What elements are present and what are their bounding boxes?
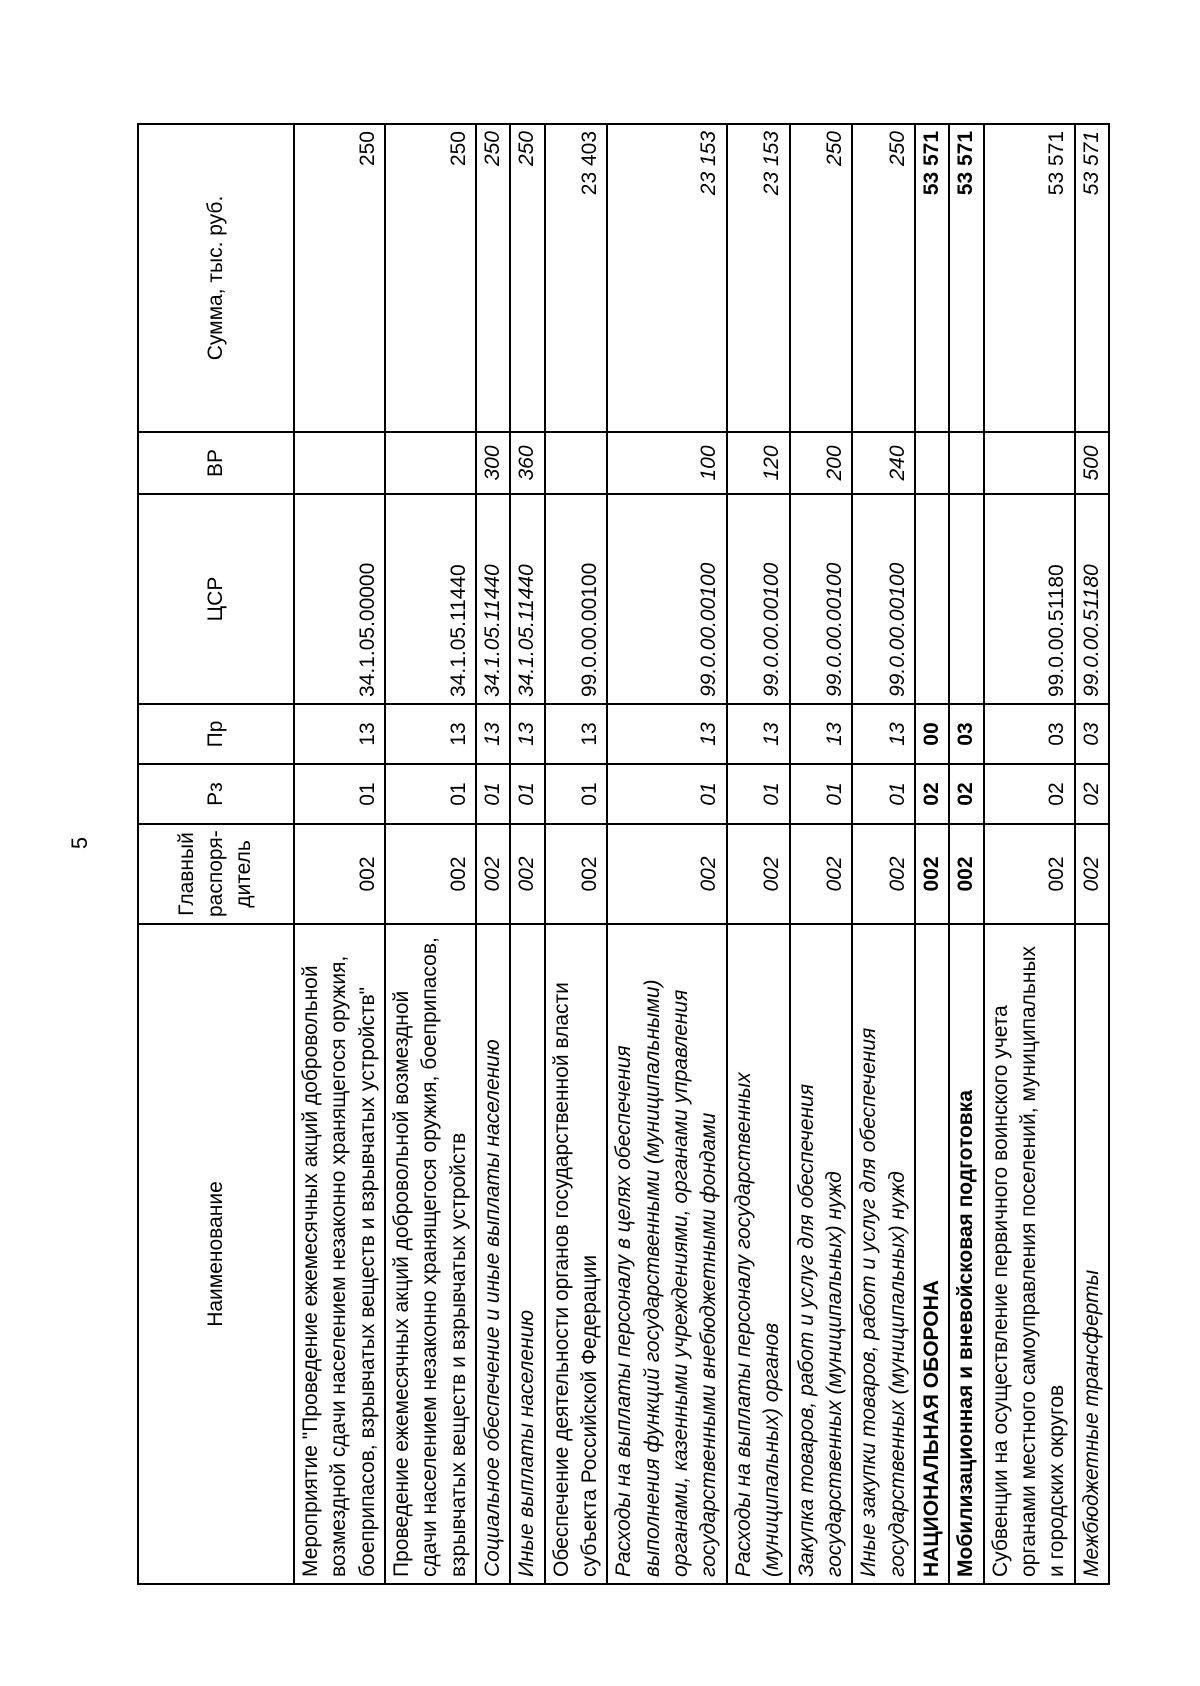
cell-name: Расходы на выплаты персоналу в целях обеспечения выполнения функций государственными (муниципальными) органами, казенными учреждениями, органами управления государственными внебюджетными фондами bbox=[607, 924, 726, 1584]
rotated-table-container bbox=[137, 125, 1103, 1585]
cell-section: 01 bbox=[545, 764, 608, 824]
cell-subsection: 03 bbox=[984, 704, 1075, 764]
cell-chief-administrator: 002 bbox=[607, 824, 726, 924]
cell-section: 01 bbox=[294, 764, 385, 824]
cell-name: Мобилизационная и вневойсковая подготовка bbox=[949, 924, 983, 1584]
cell-sum: 23 403 bbox=[545, 124, 608, 432]
cell-target-item: 34.1.05.11440 bbox=[385, 494, 476, 704]
cell-chief-administrator: 002 bbox=[984, 824, 1075, 924]
cell-chief-administrator: 002 bbox=[510, 824, 544, 924]
header-section: Рз bbox=[138, 764, 294, 824]
cell-subsection: 13 bbox=[510, 704, 544, 764]
cell-section: 01 bbox=[385, 764, 476, 824]
cell-section: 01 bbox=[727, 764, 790, 824]
cell-name: Проведение ежемесячных акций добровольной возмездной сдачи населением незаконно хранящегося оружия, боеприпасов, взрывчатых веществ и взрывчатых устройств bbox=[385, 924, 476, 1584]
cell-expense-type bbox=[385, 432, 476, 494]
header-target-item: ЦСР bbox=[138, 494, 294, 704]
table-row bbox=[385, 124, 476, 1584]
cell-expense-type bbox=[984, 432, 1075, 494]
cell-target-item: 34.1.05.11440 bbox=[476, 494, 510, 704]
cell-target-item: 99.0.00.51180 bbox=[1075, 494, 1109, 704]
cell-subsection: 13 bbox=[294, 704, 385, 764]
cell-sum: 23 153 bbox=[727, 124, 790, 432]
cell-name: Социальное обеспечение и иные выплаты населению bbox=[476, 924, 510, 1584]
cell-sum: 53 571 bbox=[984, 124, 1075, 432]
table-header-row bbox=[138, 124, 294, 1584]
cell-target-item bbox=[915, 494, 949, 704]
cell-chief-administrator: 002 bbox=[949, 824, 983, 924]
cell-subsection: 13 bbox=[852, 704, 915, 764]
cell-subsection: 13 bbox=[790, 704, 853, 764]
cell-subsection: 03 bbox=[1075, 704, 1109, 764]
cell-sum: 53 571 bbox=[915, 124, 949, 432]
table-row bbox=[607, 124, 726, 1584]
budget-table bbox=[137, 123, 1110, 1585]
cell-subsection: 13 bbox=[607, 704, 726, 764]
cell-sum: 53 571 bbox=[1075, 124, 1109, 432]
cell-sum: 250 bbox=[852, 124, 915, 432]
cell-target-item bbox=[949, 494, 983, 704]
cell-chief-administrator: 002 bbox=[1075, 824, 1109, 924]
cell-subsection: 03 bbox=[949, 704, 983, 764]
cell-expense-type: 100 bbox=[607, 432, 726, 494]
header-chief-administrator: Главный распоря-дитель bbox=[138, 824, 294, 924]
cell-name: Иные закупки товаров, работ и услуг для обеспечения государственных (муниципальных) нужд bbox=[852, 924, 915, 1584]
cell-section: 01 bbox=[476, 764, 510, 824]
cell-chief-administrator: 002 bbox=[545, 824, 608, 924]
table-row bbox=[294, 124, 385, 1584]
cell-chief-administrator: 002 bbox=[294, 824, 385, 924]
cell-target-item: 99.0.00.00100 bbox=[607, 494, 726, 704]
cell-expense-type: 200 bbox=[790, 432, 853, 494]
page-number: 5 bbox=[67, 836, 93, 850]
cell-name: Межбюджетные трансферты bbox=[1075, 924, 1109, 1584]
cell-chief-administrator: 002 bbox=[476, 824, 510, 924]
cell-expense-type bbox=[915, 432, 949, 494]
cell-target-item: 99.0.00.00100 bbox=[852, 494, 915, 704]
cell-section: 01 bbox=[790, 764, 853, 824]
cell-name: НАЦИОНАЛЬНАЯ ОБОРОНА bbox=[915, 924, 949, 1584]
cell-expense-type: 300 bbox=[476, 432, 510, 494]
cell-name: Мероприятие "Проведение ежемесячных акций добровольной возмездной сдачи населением незаконно хранящегося оружия, боеприпасов, взрывчатых веществ и взрывчатых устройств" bbox=[294, 924, 385, 1584]
cell-section: 01 bbox=[852, 764, 915, 824]
cell-target-item: 34.1.05.11440 bbox=[510, 494, 544, 704]
cell-sum: 250 bbox=[510, 124, 544, 432]
table-row bbox=[915, 124, 949, 1584]
cell-sum: 23 153 bbox=[607, 124, 726, 432]
cell-expense-type: 500 bbox=[1075, 432, 1109, 494]
table-row bbox=[984, 124, 1075, 1584]
table-row bbox=[545, 124, 608, 1584]
cell-subsection: 13 bbox=[727, 704, 790, 764]
cell-subsection: 00 bbox=[915, 704, 949, 764]
cell-subsection: 13 bbox=[476, 704, 510, 764]
table-body bbox=[294, 124, 1109, 1584]
cell-sum: 250 bbox=[790, 124, 853, 432]
header-name: Наименование bbox=[138, 924, 294, 1584]
cell-name: Обеспечение деятельности органов государственной власти субъекта Российской Федерации bbox=[545, 924, 608, 1584]
header-expense-type: ВР bbox=[138, 432, 294, 494]
cell-expense-type: 240 bbox=[852, 432, 915, 494]
cell-section: 02 bbox=[915, 764, 949, 824]
cell-chief-administrator: 002 bbox=[727, 824, 790, 924]
cell-name: Субвенции на осуществление первичного воинского учета органами местного самоуправления поселений, муниципальных и городских округов bbox=[984, 924, 1075, 1584]
cell-subsection: 13 bbox=[545, 704, 608, 764]
cell-section: 02 bbox=[949, 764, 983, 824]
cell-expense-type bbox=[949, 432, 983, 494]
table-row bbox=[727, 124, 790, 1584]
cell-expense-type: 360 bbox=[510, 432, 544, 494]
cell-section: 02 bbox=[1075, 764, 1109, 824]
cell-sum: 250 bbox=[294, 124, 385, 432]
cell-name: Закупка товаров, работ и услуг для обеспечения государственных (муниципальных) нужд bbox=[790, 924, 853, 1584]
cell-expense-type: 120 bbox=[727, 432, 790, 494]
cell-section: 01 bbox=[510, 764, 544, 824]
cell-chief-administrator: 002 bbox=[790, 824, 853, 924]
cell-chief-administrator: 002 bbox=[915, 824, 949, 924]
cell-sum: 250 bbox=[385, 124, 476, 432]
cell-target-item: 99.0.00.00100 bbox=[727, 494, 790, 704]
cell-chief-administrator: 002 bbox=[385, 824, 476, 924]
table-row bbox=[476, 124, 510, 1584]
cell-sum: 250 bbox=[476, 124, 510, 432]
cell-section: 02 bbox=[984, 764, 1075, 824]
cell-sum: 53 571 bbox=[949, 124, 983, 432]
cell-section: 01 bbox=[607, 764, 726, 824]
header-sum: Сумма, тыс. руб. bbox=[138, 124, 294, 432]
table-row bbox=[790, 124, 853, 1584]
cell-name: Иные выплаты населению bbox=[510, 924, 544, 1584]
header-subsection: Пр bbox=[138, 704, 294, 764]
cell-target-item: 99.0.00.51180 bbox=[984, 494, 1075, 704]
table-row bbox=[852, 124, 915, 1584]
cell-target-item: 99.0.00.00100 bbox=[790, 494, 853, 704]
cell-expense-type bbox=[545, 432, 608, 494]
cell-name: Расходы на выплаты персоналу государственных (муниципальных) органов bbox=[727, 924, 790, 1584]
cell-chief-administrator: 002 bbox=[852, 824, 915, 924]
cell-expense-type bbox=[294, 432, 385, 494]
cell-target-item: 99.0.00.00100 bbox=[545, 494, 608, 704]
table-row bbox=[510, 124, 544, 1584]
cell-target-item: 34.1.05.00000 bbox=[294, 494, 385, 704]
table-row bbox=[1075, 124, 1109, 1584]
table-row bbox=[949, 124, 983, 1584]
cell-subsection: 13 bbox=[385, 704, 476, 764]
